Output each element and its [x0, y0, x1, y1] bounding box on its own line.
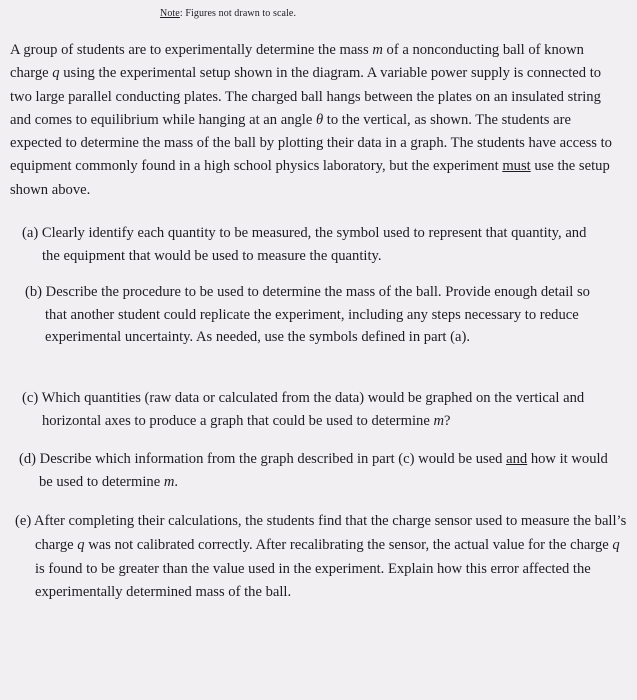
- note-text: : Figures not drawn to scale.: [179, 8, 297, 19]
- question-part-b: (b) Describe the procedure to be used to determine the mass of the ball. Provide enough detail so that another student could replicate the experiment, including any steps necessary to reduce experimental uncertainty. As needed, use the symbols defined in part (a).: [25, 284, 590, 346]
- part-d-text-3: .: [174, 473, 179, 490]
- emphasis-must: must: [502, 158, 531, 175]
- symbol-m: m: [433, 412, 445, 429]
- symbol-q: q: [77, 536, 85, 553]
- part-e-text-2: was not calibrated correctly. After recalibrating the sensor, the actual value for the charge: [84, 536, 613, 553]
- intro-text-3: using the experimental setup shown in the diagram. A variable power supply is connected to two large parallel conducting plates. The charged ball hangs between the plates on an insulated string and comes to equilibrium while hanging at an angle: [10, 65, 602, 128]
- question-part-e: [15, 510, 630, 605]
- intro-text-1: A group of students are to experimentally determine the mass: [10, 42, 373, 58]
- part-c-text-1: (c) Which quantities (raw data or calculated from the data) would be graphed on the vertical and horizontal axes to produce a graph that could be used to determine: [22, 390, 585, 429]
- part-d-text-2: how it would be used to determine: [39, 451, 608, 490]
- part-d-text-1: (d) Describe which information from the graph described in part (c) would be used: [19, 451, 507, 467]
- note-label: Note: [160, 8, 180, 19]
- symbol-m: m: [163, 473, 175, 490]
- scale-note: [160, 8, 296, 19]
- symbol-theta: θ: [315, 111, 324, 128]
- symbol-m: m: [372, 42, 383, 58]
- part-c-text-2: ?: [444, 412, 451, 429]
- emphasis-and: and: [506, 451, 528, 467]
- intro-text-4: to the vertical, as shown. The students are expected to determine the mass of the ball by plotting their data in a graph. The students have access to equipment commonly found in a high school physics laboratory, but the experiment: [10, 111, 612, 175]
- question-part-d: [19, 448, 609, 493]
- part-e-text-1: (e) After completing their calculations, the students find that the charge sensor used to measure the ball’s charge: [15, 513, 627, 553]
- symbol-q: q: [52, 65, 60, 82]
- intro-text-5: use the setup shown above.: [10, 158, 610, 198]
- question-part-c: [22, 387, 610, 432]
- symbol-q: q: [612, 536, 620, 553]
- part-e-text-3: is found to be greater than the value used in the experiment. Explain how this error affected the experimentally determined mass of the ball.: [35, 560, 591, 601]
- intro-paragraph: [10, 39, 622, 202]
- question-part-a: (a) Clearly identify each quantity to be measured, the symbol used to represent that quantity, and the equipment that would be used to measure the quantity.: [22, 225, 587, 264]
- intro-text-2: of a nonconducting ball of known charge: [10, 42, 584, 82]
